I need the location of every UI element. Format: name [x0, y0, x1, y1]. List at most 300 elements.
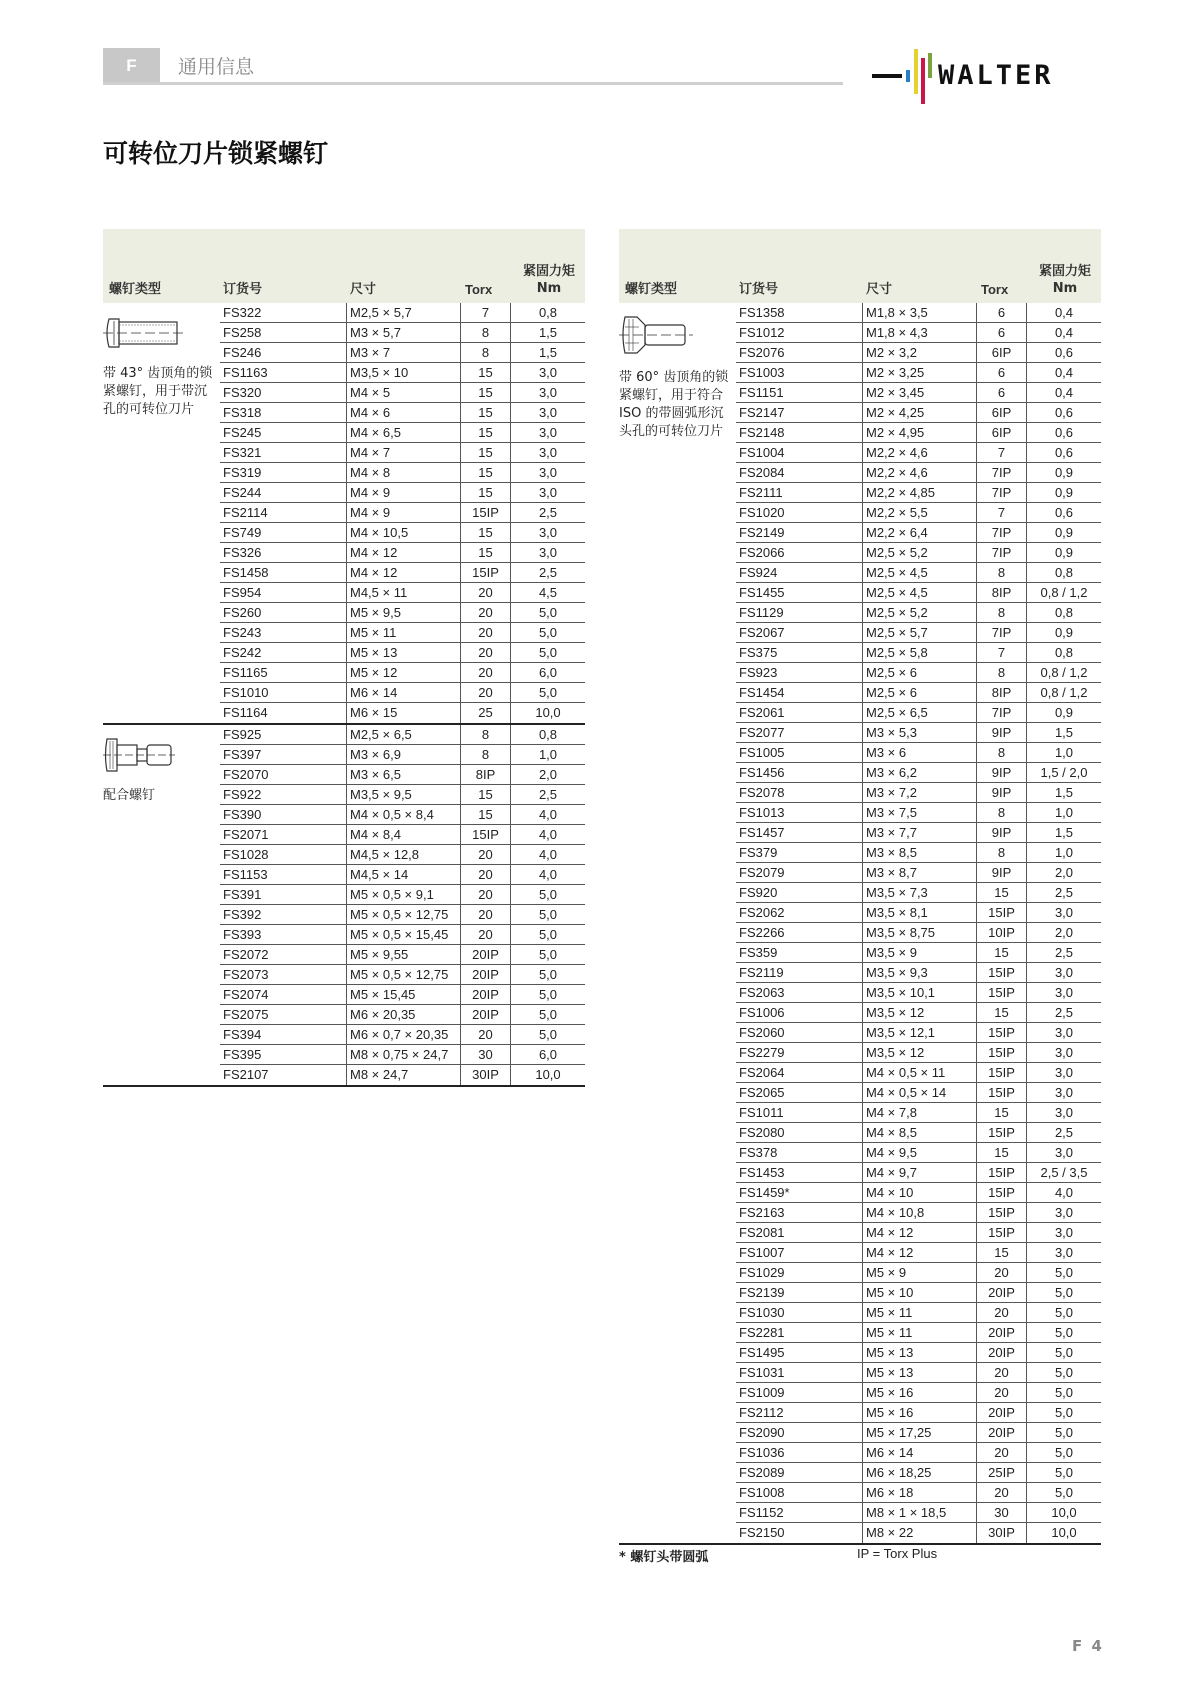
torque-cell: 5,0 [1054, 1465, 1074, 1480]
torque-cell: 5,0 [1054, 1325, 1074, 1340]
size-cell: M5 × 13 [347, 643, 461, 662]
torx-cell: 20 [977, 1303, 1027, 1322]
size-cell: M3,5 × 8,75 [863, 923, 977, 942]
size-cell: M3,5 × 10,1 [863, 983, 977, 1002]
torx-cell: 6 [977, 383, 1027, 402]
order-cell: FS379 [736, 843, 863, 862]
torx-cell: 6 [977, 303, 1027, 322]
torque-cell: 2,5 [538, 787, 558, 802]
order-cell: FS2111 [736, 483, 863, 502]
torx-cell: 20 [977, 1263, 1027, 1282]
torx-cell: 15 [977, 943, 1027, 962]
torx-cell: 15IP [977, 983, 1027, 1002]
screw-type-description: 带 60° 齿顶角的锁紧螺钉，用于符合 ISO 的带圆弧形沉头孔的可转位刀片 [619, 370, 729, 439]
torx-cell: 25 [461, 703, 511, 723]
order-cell: FS1010 [220, 683, 347, 702]
table-row [736, 423, 1101, 443]
col-header-torx: Torx [981, 282, 1009, 297]
size-cell: M5 × 12 [347, 663, 461, 682]
size-cell: M8 × 24,7 [347, 1065, 461, 1085]
size-cell: M3 × 8,5 [863, 843, 977, 862]
table-header [103, 229, 585, 303]
order-cell: FS2077 [736, 723, 863, 742]
table-row [736, 1423, 1101, 1443]
torque-cell: 3,0 [1054, 965, 1074, 980]
size-cell: M5 × 9 [863, 1263, 977, 1282]
order-cell: FS924 [736, 563, 863, 582]
size-cell: M4 × 10,5 [347, 523, 461, 542]
table-row [220, 703, 585, 723]
torque-cell: 0,8 [1054, 645, 1074, 660]
order-cell: FS1459* [736, 1183, 863, 1202]
table-row [220, 1005, 585, 1025]
table-row [736, 743, 1101, 763]
order-cell: FS2084 [736, 463, 863, 482]
order-cell: FS2107 [220, 1065, 347, 1085]
torx-cell: 30IP [977, 1523, 1027, 1543]
order-cell: FS245 [220, 423, 347, 442]
table-row [220, 403, 585, 423]
torx-cell: 20IP [977, 1423, 1027, 1442]
torx-cell: 8 [977, 603, 1027, 622]
table-row [736, 463, 1101, 483]
table-row [220, 303, 585, 323]
torque-cell: 3,0 [1054, 1105, 1074, 1120]
torx-cell: 6IP [977, 403, 1027, 422]
col-header-torx: Torx [465, 282, 493, 297]
size-cell: M2 × 3,45 [863, 383, 977, 402]
torque-cell: 2,5 [1054, 1005, 1074, 1020]
order-cell: FS1004 [736, 443, 863, 462]
size-cell: M3,5 × 9 [863, 943, 977, 962]
table-row [736, 483, 1101, 503]
torque-cell: 3,0 [1054, 1245, 1074, 1260]
torx-cell: 8 [977, 563, 1027, 582]
size-cell: M3 × 8,7 [863, 863, 977, 882]
size-cell: M4 × 12 [347, 543, 461, 562]
table-row [220, 745, 585, 765]
size-cell: M6 × 14 [347, 683, 461, 702]
table-row [736, 903, 1101, 923]
size-cell: M3 × 7,5 [863, 803, 977, 822]
torx-cell: 7 [461, 303, 511, 322]
order-cell: FS2065 [736, 1083, 863, 1102]
order-cell: FS1358 [736, 303, 863, 322]
table-row [220, 543, 585, 563]
torx-cell: 7IP [977, 623, 1027, 642]
table-row [220, 643, 585, 663]
torque-cell: 3,0 [1054, 1225, 1074, 1240]
order-cell: FS2062 [736, 903, 863, 922]
torque-cell: 10,0 [535, 705, 561, 720]
size-cell: M2,5 × 6,5 [347, 725, 461, 744]
size-cell: M4 × 6,5 [347, 423, 461, 442]
table-row [736, 923, 1101, 943]
torque-cell: 3,0 [538, 525, 558, 540]
torx-cell: 15 [977, 1103, 1027, 1122]
size-cell: M4 × 9 [347, 503, 461, 522]
section-title: 通用信息 [178, 56, 255, 78]
table-row [736, 623, 1101, 643]
torx-cell: 7IP [977, 523, 1027, 542]
torx-cell: 15IP [461, 825, 511, 844]
size-cell: M5 × 0,5 × 15,45 [347, 925, 461, 944]
size-cell: M3 × 7,2 [863, 783, 977, 802]
torx-cell: 20IP [977, 1283, 1027, 1302]
torx-cell: 9IP [977, 823, 1027, 842]
order-cell: FS1165 [220, 663, 347, 682]
table-row [736, 1223, 1101, 1243]
logo-bar-blue [906, 70, 910, 82]
torque-cell: 1,0 [1054, 805, 1074, 820]
size-cell: M4 × 0,5 × 11 [863, 1063, 977, 1082]
torx-cell: 20 [461, 603, 511, 622]
torx-cell: 15 [977, 1143, 1027, 1162]
table-row [736, 583, 1101, 603]
torx-cell: 6 [977, 363, 1027, 382]
table-row [736, 1203, 1101, 1223]
table-row [736, 943, 1101, 963]
table-row [736, 503, 1101, 523]
size-cell: M3,5 × 7,3 [863, 883, 977, 902]
size-cell: M2,5 × 6 [863, 683, 977, 702]
col-header-size: 尺寸 [350, 282, 377, 297]
screw-group-mating [103, 725, 585, 1087]
table-row [736, 803, 1101, 823]
size-cell: M5 × 11 [863, 1303, 977, 1322]
mating-screw-icon [103, 735, 183, 775]
order-cell: FS2139 [736, 1283, 863, 1302]
torx-cell: 8 [461, 745, 511, 764]
torque-cell: 5,0 [538, 927, 558, 942]
table-row [736, 1183, 1101, 1203]
size-cell: M5 × 10 [863, 1283, 977, 1302]
torx-cell: 7IP [977, 703, 1027, 722]
table-row [736, 343, 1101, 363]
table-row [736, 1243, 1101, 1263]
torx-cell: 8 [977, 803, 1027, 822]
torque-cell: 0,9 [1054, 545, 1074, 560]
table-row [220, 845, 585, 865]
order-cell: FS393 [220, 925, 347, 944]
torque-cell: 3,0 [538, 445, 558, 460]
order-cell: FS1152 [736, 1503, 863, 1522]
torque-cell: 5,0 [1054, 1365, 1074, 1380]
table-row [220, 483, 585, 503]
table-row [736, 1103, 1101, 1123]
order-cell: FS359 [736, 943, 863, 962]
size-cell: M2,5 × 6,5 [863, 703, 977, 722]
order-cell: FS2281 [736, 1323, 863, 1342]
order-cell: FS925 [220, 725, 347, 744]
order-cell: FS246 [220, 343, 347, 362]
table-row [736, 1483, 1101, 1503]
torque-cell: 0,9 [1054, 625, 1074, 640]
size-cell: M2,5 × 5,8 [863, 643, 977, 662]
size-cell: M3,5 × 12,1 [863, 1023, 977, 1042]
torque-cell: 2,5 [1054, 885, 1074, 900]
table-row [220, 865, 585, 885]
torque-cell: 5,0 [1054, 1345, 1074, 1360]
order-cell: FS920 [736, 883, 863, 902]
order-cell: FS1007 [736, 1243, 863, 1262]
torx-cell: 15 [461, 383, 511, 402]
order-cell: FS1129 [736, 603, 863, 622]
order-cell: FS1458 [220, 563, 347, 582]
torque-cell: 5,0 [538, 645, 558, 660]
torx-cell: 15 [461, 543, 511, 562]
table-row [736, 563, 1101, 583]
torque-cell: 10,0 [1051, 1505, 1077, 1520]
table-row [736, 603, 1101, 623]
torque-cell: 0,4 [1054, 365, 1074, 380]
size-cell: M3,5 × 12 [863, 1003, 977, 1022]
logo-bar-yellow [914, 49, 918, 94]
size-cell: M3 × 6,5 [347, 765, 461, 784]
torque-cell: 1,5 / 2,0 [1040, 765, 1088, 780]
torque-cell: 5,0 [1054, 1405, 1074, 1420]
torque-cell: 4,0 [538, 847, 558, 862]
order-cell: FS394 [220, 1025, 347, 1044]
order-cell: FS392 [220, 905, 347, 924]
order-cell: FS2078 [736, 783, 863, 802]
torque-cell: 0,4 [1054, 385, 1074, 400]
table-row [736, 1303, 1101, 1323]
col-header-type: 螺钉类型 [109, 282, 162, 297]
order-cell: FS2148 [736, 423, 863, 442]
torx-cell: 15 [461, 483, 511, 502]
torx-cell: 9IP [977, 723, 1027, 742]
torx-cell: 15IP [977, 963, 1027, 982]
torx-cell: 15 [461, 423, 511, 442]
torx-cell: 20 [461, 885, 511, 904]
torx-cell: 9IP [977, 783, 1027, 802]
table-row [220, 785, 585, 805]
table-row [736, 663, 1101, 683]
torque-cell: 5,0 [538, 947, 558, 962]
size-cell: M3 × 7 [347, 343, 461, 362]
size-cell: M6 × 18,25 [863, 1463, 977, 1482]
size-cell: M2,5 × 5,7 [863, 623, 977, 642]
size-cell: M4 × 8,4 [347, 825, 461, 844]
torx-cell: 20 [461, 905, 511, 924]
torque-cell: 5,0 [1054, 1265, 1074, 1280]
size-cell: M1,8 × 3,5 [863, 303, 977, 322]
table-row [736, 363, 1101, 383]
table-row [736, 703, 1101, 723]
torque-cell: 3,0 [538, 385, 558, 400]
footnote-rounded-head: * 螺钉头带圆弧 [619, 1550, 709, 1565]
torx-cell: 20 [977, 1443, 1027, 1462]
torque-cell: 3,0 [538, 425, 558, 440]
order-cell: FS1008 [736, 1483, 863, 1502]
order-cell: FS1020 [736, 503, 863, 522]
size-cell: M5 × 0,5 × 12,75 [347, 965, 461, 984]
order-cell: FS260 [220, 603, 347, 622]
torx-cell: 15IP [977, 1083, 1027, 1102]
table-row [736, 1263, 1101, 1283]
order-cell: FS2279 [736, 1043, 863, 1062]
size-cell: M3 × 5,3 [863, 723, 977, 742]
torque-cell: 0,9 [1054, 485, 1074, 500]
table-row [736, 783, 1101, 803]
torx-cell: 15IP [977, 1023, 1027, 1042]
size-cell: M5 × 11 [347, 623, 461, 642]
left-screw-table [103, 229, 585, 1087]
size-cell: M3,5 × 8,1 [863, 903, 977, 922]
torx-cell: 20 [977, 1363, 1027, 1382]
table-row [220, 383, 585, 403]
table-row [220, 985, 585, 1005]
torque-cell: 5,0 [1054, 1445, 1074, 1460]
torx-cell: 6 [977, 323, 1027, 342]
torque-cell: 0,6 [1054, 425, 1074, 440]
torx-cell: 20 [461, 1025, 511, 1044]
order-cell: FS2072 [220, 945, 347, 964]
torque-unit: Nm [536, 281, 562, 296]
size-cell: M4 × 5 [347, 383, 461, 402]
table-row [220, 765, 585, 785]
torque-unit: Nm [1052, 281, 1078, 296]
torx-cell: 30 [977, 1503, 1027, 1522]
torque-cell: 1,5 [1054, 725, 1074, 740]
size-cell: M3 × 6,9 [347, 745, 461, 764]
screw-type-description: 配合螺钉 [103, 788, 156, 803]
table-row [736, 383, 1101, 403]
torx-cell: 20IP [977, 1403, 1027, 1422]
order-cell: FS2119 [736, 963, 863, 982]
table-row [736, 443, 1101, 463]
torx-cell: 20 [461, 663, 511, 682]
table-row [736, 1503, 1101, 1523]
order-cell: FS319 [220, 463, 347, 482]
order-cell: FS2114 [220, 503, 347, 522]
torx-cell: 15IP [461, 503, 511, 522]
torque-cell: 2,5 [538, 505, 558, 520]
torx-cell: 8 [461, 725, 511, 744]
torx-cell: 20IP [461, 965, 511, 984]
torque-cell: 2,5 [1054, 1125, 1074, 1140]
order-cell: FS1013 [736, 803, 863, 822]
torque-cell: 3,0 [1054, 1085, 1074, 1100]
order-cell: FS375 [736, 643, 863, 662]
torque-cell: 3,0 [1054, 1045, 1074, 1060]
size-cell: M2,5 × 6 [863, 663, 977, 682]
size-cell: M8 × 22 [863, 1523, 977, 1543]
table-row [220, 323, 585, 343]
section-header [103, 48, 843, 84]
torque-cell: 2,5 [538, 565, 558, 580]
order-cell: FS2067 [736, 623, 863, 642]
order-cell: FS326 [220, 543, 347, 562]
order-cell: FS2063 [736, 983, 863, 1002]
torque-cell: 0,4 [1054, 305, 1074, 320]
torx-cell: 20IP [461, 985, 511, 1004]
size-cell: M4,5 × 11 [347, 583, 461, 602]
torx-cell: 15 [977, 883, 1027, 902]
torque-cell: 5,0 [538, 967, 558, 982]
table-row [736, 1363, 1101, 1383]
table-row [736, 1383, 1101, 1403]
order-cell: FS2150 [736, 1523, 863, 1543]
torx-cell: 20IP [977, 1343, 1027, 1362]
torx-cell: 15IP [977, 1183, 1027, 1202]
torx-cell: 10IP [977, 923, 1027, 942]
size-cell: M5 × 16 [863, 1383, 977, 1402]
torque-cell: 10,0 [535, 1067, 561, 1082]
torque-cell: 5,0 [1054, 1385, 1074, 1400]
size-cell: M5 × 0,5 × 12,75 [347, 905, 461, 924]
torque-cell: 5,0 [1054, 1285, 1074, 1300]
table-row [220, 925, 585, 945]
logo-bar-green [928, 53, 932, 78]
order-cell: FS2080 [736, 1123, 863, 1142]
torx-cell: 15 [461, 785, 511, 804]
size-cell: M2,2 × 5,5 [863, 503, 977, 522]
size-cell: M2,2 × 4,85 [863, 483, 977, 502]
table-row [220, 563, 585, 583]
torque-cell: 2,5 [1054, 945, 1074, 960]
order-cell: FS318 [220, 403, 347, 422]
table-row [736, 543, 1101, 563]
size-cell: M6 × 20,35 [347, 1005, 461, 1024]
torx-cell: 6IP [977, 343, 1027, 362]
table-rows [220, 725, 585, 1085]
order-cell: FS2076 [736, 343, 863, 362]
torque-cell: 1,5 [538, 345, 558, 360]
table-row [736, 843, 1101, 863]
order-cell: FS923 [736, 663, 863, 682]
screw-type-cell [619, 303, 729, 441]
table-row [736, 1143, 1101, 1163]
order-cell: FS2089 [736, 1463, 863, 1482]
order-cell: FS1453 [736, 1163, 863, 1182]
order-cell: FS2061 [736, 703, 863, 722]
table-row [220, 905, 585, 925]
size-cell: M4 × 9,7 [863, 1163, 977, 1182]
order-cell: FS1153 [220, 865, 347, 884]
torx-cell: 6IP [977, 423, 1027, 442]
screw-type-cell [103, 303, 213, 419]
torque-cell: 5,0 [538, 605, 558, 620]
col-header-type: 螺钉类型 [625, 282, 678, 297]
order-cell: FS1164 [220, 703, 347, 723]
torque-cell: 1,5 [1054, 825, 1074, 840]
table-row [736, 1283, 1101, 1303]
table-row [220, 945, 585, 965]
torque-cell: 0,8 [1054, 605, 1074, 620]
torque-cell: 3,0 [538, 365, 558, 380]
size-cell: M4 × 12 [863, 1243, 977, 1262]
table-row [736, 963, 1101, 983]
size-cell: M2,2 × 4,6 [863, 443, 977, 462]
table-row [736, 883, 1101, 903]
torque-label: 紧固力矩 [522, 264, 575, 279]
torque-cell: 1,0 [1054, 745, 1074, 760]
torx-cell: 20 [461, 865, 511, 884]
col-header-torque [517, 263, 581, 297]
size-cell: M3,5 × 12 [863, 1043, 977, 1062]
torx-cell: 7IP [977, 543, 1027, 562]
size-cell: M5 × 9,55 [347, 945, 461, 964]
size-cell: M2 × 3,2 [863, 343, 977, 362]
table-row [220, 885, 585, 905]
torx-cell: 20 [461, 683, 511, 702]
size-cell: M5 × 17,25 [863, 1423, 977, 1442]
torx-cell: 15 [461, 523, 511, 542]
table-row [220, 583, 585, 603]
torx-cell: 15 [461, 363, 511, 382]
